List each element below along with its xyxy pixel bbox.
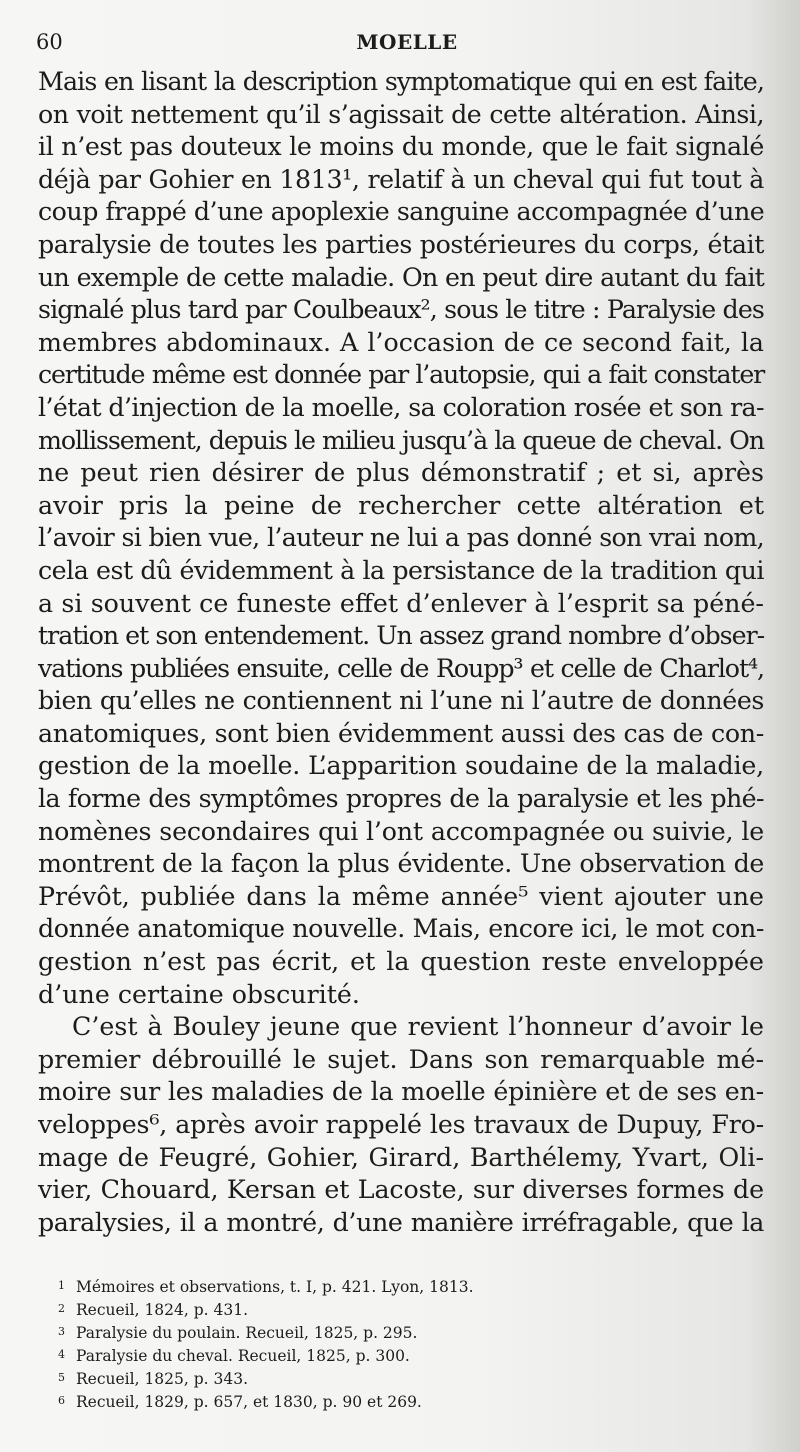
text-line: signalé plus tard par Coulbeaux², sous le titre : Paralysie des [38,295,764,325]
footnote [58,1389,758,1412]
page-header [36,28,758,58]
text-line: déjà par Gohier en 1813¹, relatif à un cheval qui fut tout à [38,164,764,194]
footnote-mark: 6 [58,1394,65,1407]
text-line: montrent de la façon la plus évidente. Une observation de [38,849,764,879]
footnote [58,1343,758,1366]
text-line: on voit nettement qu’il s’agissait de cette altération. Ainsi, [38,99,764,129]
footnote-mark: 2 [58,1302,65,1315]
text-line: l’avoir si bien vue, l’auteur ne lui a pas donné son vrai nom, [38,523,764,553]
text-line: il n’est pas douteux le moins du monde, que le fait signalé [38,132,764,162]
text-line: cela est dû évidemment à la persistance de la tradition qui [38,555,764,585]
text-line: Mais en lisant la description symptomatique qui en est faite, [38,67,764,96]
text-line: coup frappé d’une apoplexie sanguine accompagnée d’une [38,197,765,227]
footnotes [58,1274,758,1412]
text-line: d’une certaine obscurité. [38,979,360,1009]
text-line: tration et son entendement. Un assez grand nombre d’obser- [38,621,765,651]
text-line: nomènes secondaires qui l’ont accompagnée ou suivie, le [38,816,764,846]
text-line: premier débrouillé le sujet. Dans son remarquable mé- [38,1044,764,1074]
text-line: donnée anatomique nouvelle. Mais, encore ici, le mot con- [38,914,765,944]
running-head: MOELLE [356,30,458,54]
footnote-mark: 4 [58,1348,65,1361]
text-line: mage de Feugré, Gohier, Girard, Barthélemy, Yvart, Oli- [38,1142,764,1172]
text-line: certitude même est donnée par l’autopsie, qui a fait constater [38,360,764,390]
text-line: gestion n’est pas écrit, et la question reste enveloppée [38,947,764,977]
text-line: gestion de la moelle. L’apparition soudaine de la maladie, [38,751,764,781]
text-line: ne peut rien désirer de plus démonstratif ; et si, après [38,458,764,488]
text-line: mollissement, depuis le milieu jusqu’à la queue de cheval. On [38,425,764,455]
text-line: vations publiées ensuite, celle de Roupp³ et celle de Charlot⁴, [38,653,764,683]
text-line: moire sur les maladies de la moelle épinière et de ses en- [38,1077,764,1107]
footnote-text: Paralysie du poulain. Recueil, 1825, p. 295. [76,1324,418,1342]
text-line: C’est à Bouley jeune que revient l’honneur d’avoir le [72,1012,764,1042]
text-line: vier, Chouard, Kersan et Lacoste, sur diverses formes de [38,1175,764,1205]
page-number: 60 [36,30,63,54]
text-line: a si souvent ce funeste effet d’enlever à l’esprit sa péné- [38,588,764,618]
footnote-mark: 3 [58,1325,65,1338]
footnote-text: Recueil, 1829, p. 657, et 1830, p. 90 et 269. [76,1393,422,1411]
text-line: paralysie de toutes les parties postérieures du corps, était [38,229,764,259]
footnote [58,1297,758,1320]
body-text [38,66,764,1239]
text-line: la forme des symptômes propres de la paralysie et les phé- [38,784,764,814]
footnote-text: Paralysie du cheval. Recueil, 1825, p. 300. [76,1347,410,1365]
text-line: membres abdominaux. A l’occasion de ce second fait, la [38,327,764,357]
text-line: bien qu’elles ne contiennent ni l’une ni l’autre de données [38,686,764,716]
footnote [58,1320,758,1343]
footnote-mark: 1 [58,1279,65,1292]
footnote-text: Recueil, 1825, p. 343. [76,1370,249,1388]
text-line: un exemple de cette maladie. On en peut dire autant du fait [38,262,764,292]
text-line: avoir pris la peine de rechercher cette altération et [38,490,764,520]
footnote-mark: 5 [58,1371,65,1384]
text-line: paralysies, il a montré, d’une manière irréfragable, que la [38,1207,764,1237]
text-line: veloppes⁶, après avoir rappelé les travaux de Dupuy, Fro- [38,1110,764,1139]
text-line: l’état d’injection de la moelle, sa coloration rosée et son ra- [38,392,764,422]
footnote [58,1274,758,1297]
footnote-text: Mémoires et observations, t. I, p. 421. Lyon, 1813. [76,1278,474,1296]
text-line: anatomiques, sont bien évidemment aussi des cas de con- [38,718,764,748]
footnote-text: Recueil, 1824, p. 431. [76,1301,249,1319]
footnote [58,1366,758,1389]
text-line: Prévôt, publiée dans la même année⁵ vient ajouter une [38,881,764,911]
